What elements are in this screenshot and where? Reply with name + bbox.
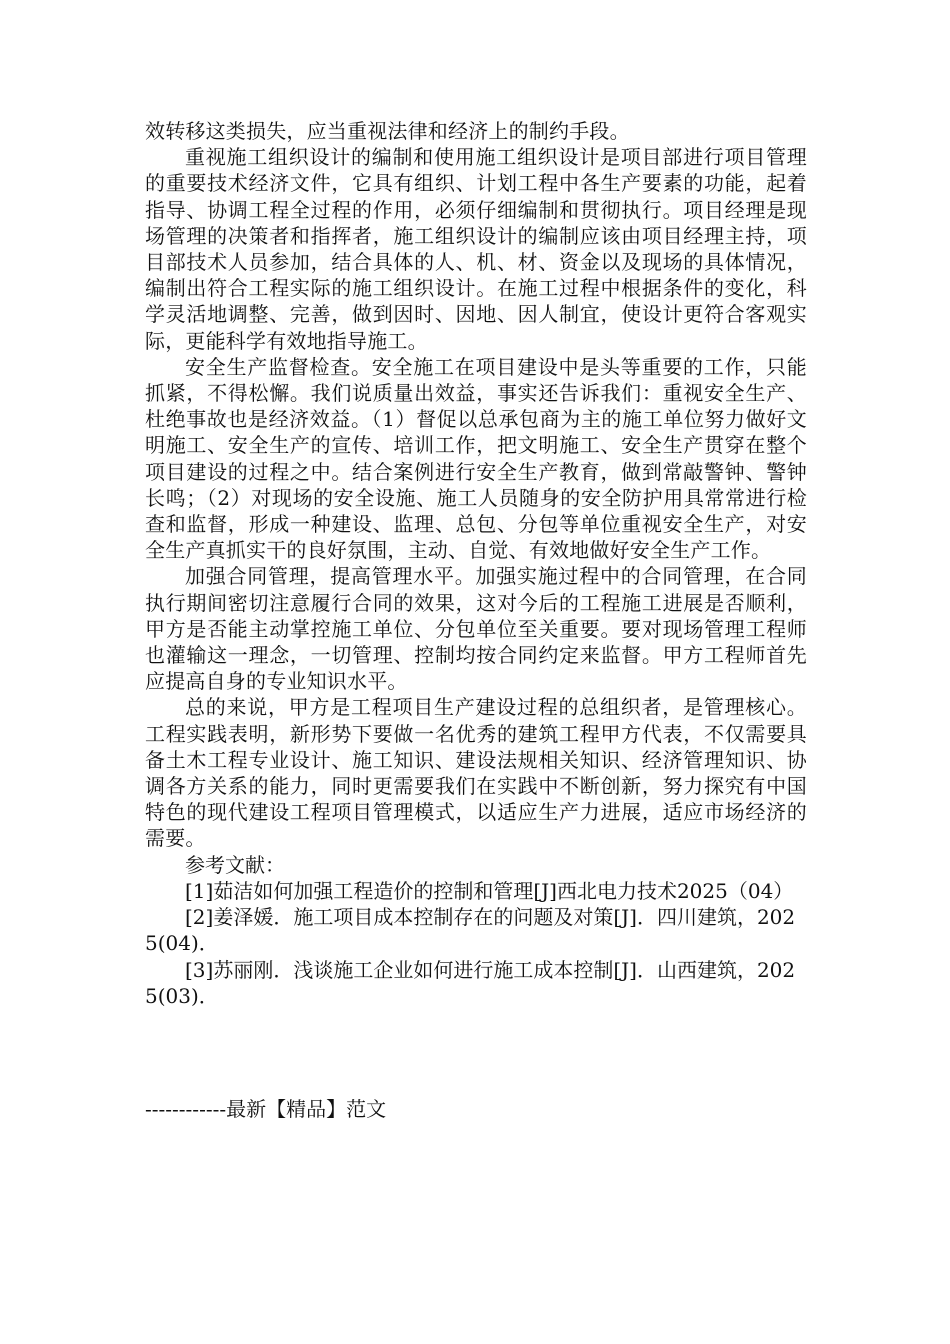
- reference-item: [2]姜泽媛．施工项目成本控制存在的问题及对策[J]．四川建筑，2025(04)．: [145, 905, 796, 956]
- paragraph-continued: 效转移这类损失，应当重视法律和经济上的制约手段。: [145, 119, 630, 143]
- page-footer: ------------最新【精品】范文: [145, 1097, 387, 1121]
- references-list: [145, 878, 807, 1009]
- paragraph-safety-inspection: 安全生产监督检查。安全施工在项目建设中是头等重要的工作，只能抓紧，不得松懈。我们说质量出效益，事实还告诉我们：重视安全生产、杜绝事故也是经济效益。（1）督促以总承包商为主的施工单位努力做好文明施工、安全生产的宣传、培训工作，把文明施工、安全生产贯穿在整个项目建设的过程之中。结合案例进行安全生产教育，做到常敲警钟、警钟长鸣；（2）对现场的安全设施、施工人员随身的安全防护用具常常进行检查和监督，形成一种建设、监理、总包、分包等单位重视安全生产，对安全生产真抓实干的良好氛围，主动、自觉、有效地做好安全生产工作。: [145, 354, 807, 563]
- reference-item: [1]茹洁如何加强工程造价的控制和管理[J]西北电力技术2025（04）: [185, 878, 794, 903]
- paragraph-construction-design: 重视施工组织设计的编制和使用施工组织设计是项目部进行项目管理的重要技术经济文件，它具有组织、计划工程中各生产要素的功能，起着指导、协调工程全过程的作用，必须仔细编制和贯彻执行。项目经理是现场管理的决策者和指挥者，施工组织设计的编制应该由项目经理主持，项目部技术人员参加，结合具体的人、机、材、资金以及现场的具体情况，编制出符合工程实际的施工组织设计。在施工过程中根据条件的变化，科学灵活地调整、完善，做到因时、因地、因人制宜，使设计更符合客观实际，更能科学有效地指导施工。: [145, 145, 807, 353]
- reference-item: [3]苏丽刚．浅谈施工企业如何进行施工成本控制[J]．山西建筑，2025(03)．: [145, 957, 796, 1008]
- paragraph-contract-management: 加强合同管理，提高管理水平。加强实施过程中的合同管理，在合同执行期间密切注意履行合同的效果，这对今后的工程施工进展是否顺利，甲方是否能主动掌控施工单位、分包单位至关重要。要对现场管理工程师也灌输这一理念，一切管理、控制均按合同约定来监督。甲方工程师首先应提高自身的专业知识水平。: [145, 564, 807, 694]
- document-body: [145, 118, 807, 1009]
- references-heading: 参考文献：: [185, 852, 285, 877]
- paragraph-conclusion: 总的来说，甲方是工程项目生产建设过程的总组织者，是管理核心。工程实践表明，新形势下要做一名优秀的建筑工程甲方代表，不仅需要具备土木工程专业设计、施工知识、建设法规相关知识、经济管理知识、协调各方关系的能力，同时更需要我们在实践中不断创新，努力探究有中国特色的现代建设工程项目管理模式，以适应生产力进展，适应市场经济的需要。: [145, 695, 807, 851]
